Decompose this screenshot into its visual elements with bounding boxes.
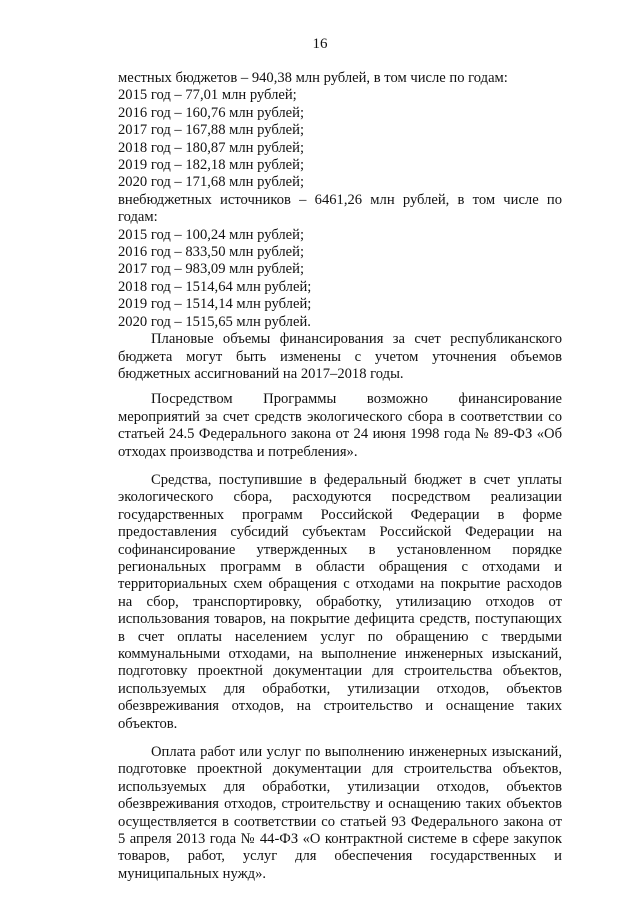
page-content [118,70,562,883]
extra-budget-intro: внебюджетных источников – 6461,26 млн рублей, в том числе по годам: [118,191,562,226]
local-budget-year-item: 2018 год – 180,87 млн рублей; [118,139,305,156]
page-number: 16 [312,36,328,52]
extra-budget-year-item: 2017 год – 983,09 млн рублей; [118,261,305,278]
local-budget-year-item: 2017 год – 167,88 млн рублей; [118,122,305,139]
extra-budget-year-item: 2016 год – 833,50 млн рублей; [118,244,305,261]
paragraph-federal-funds: Средства, поступившие в федеральный бюджет в счет уплаты экологического сбора, расходуются посредством реализации государственных программ Российской Федерации в форме предоставления субсидий субъектам Российской Федерации на софинансирование утвержденных в установленном порядке региональных программ в области обращения с отходами и территориальных схем обращения с отходами на покрытие расходов на сбор, транспортировку, обработку, утилизацию отходов от использования товаров, на покрытие дефицита средств, поступающих в счет оплаты населением услуг по обращению с твердыми коммунальными отходами, на выполнение инженерных изысканий, подготовку проектной документации для строительства объектов, используемых для обработки, утилизации отходов, объектов обезвреживания отходов, на строительство и оснащение таких объектов. [118,471,562,732]
local-budgets-intro: местных бюджетов – 940,38 млн рублей, в том числе по годам: [118,70,508,86]
extra-budget-year-item: 2018 год – 1514,64 млн рублей; [118,278,312,295]
paragraph-budget-changes: Плановые объемы финансирования за счет республиканского бюджета могут быть изменены с учетом уточнения объемов бюджетных ассигнований на 2017–2018 годы. [118,331,562,382]
extra-budget-year-item: 2015 год – 100,24 млн рублей; [118,226,305,243]
local-budget-year-item: 2016 год – 160,76 млн рублей; [118,104,305,121]
local-budget-year-item: 2020 год – 171,68 млн рублей; [118,174,305,191]
paragraph-payment-terms: Оплата работ или услуг по выполнению инженерных изысканий, подготовке проектной документации для строительства объектов, используемых для обработки, утилизации отходов, объектов обезвреживания отходов, строительству и оснащению таких объектов осуществляется в соответствии со статьей 93 Федерального закона от 5 апреля 2013 года № 44-ФЗ «О контрактной системе в сфере закупок товаров, работ, услуг для обеспечения государственных и муниципальных нужд». [118,744,562,882]
local-budget-year-item: 2015 год – 77,01 млн рублей; [118,87,297,104]
local-budget-year-item: 2019 год – 182,18 млн рублей; [118,157,305,174]
paragraph-ecological-fee: Посредством Программы возможно финансирование мероприятий за счет средств экологического сбора в соответствии со статьей 24.5 Федерального закона от 24 июня 1998 года № 89-ФЗ «Об отходах производства и потребления». [118,391,562,460]
extra-budget-year-item: 2019 год – 1514,14 млн рублей; [118,296,312,313]
extra-budget-section [118,192,562,331]
local-budgets-section [118,70,562,192]
extra-budget-year-item: 2020 год – 1515,65 млн рублей. [118,313,311,330]
